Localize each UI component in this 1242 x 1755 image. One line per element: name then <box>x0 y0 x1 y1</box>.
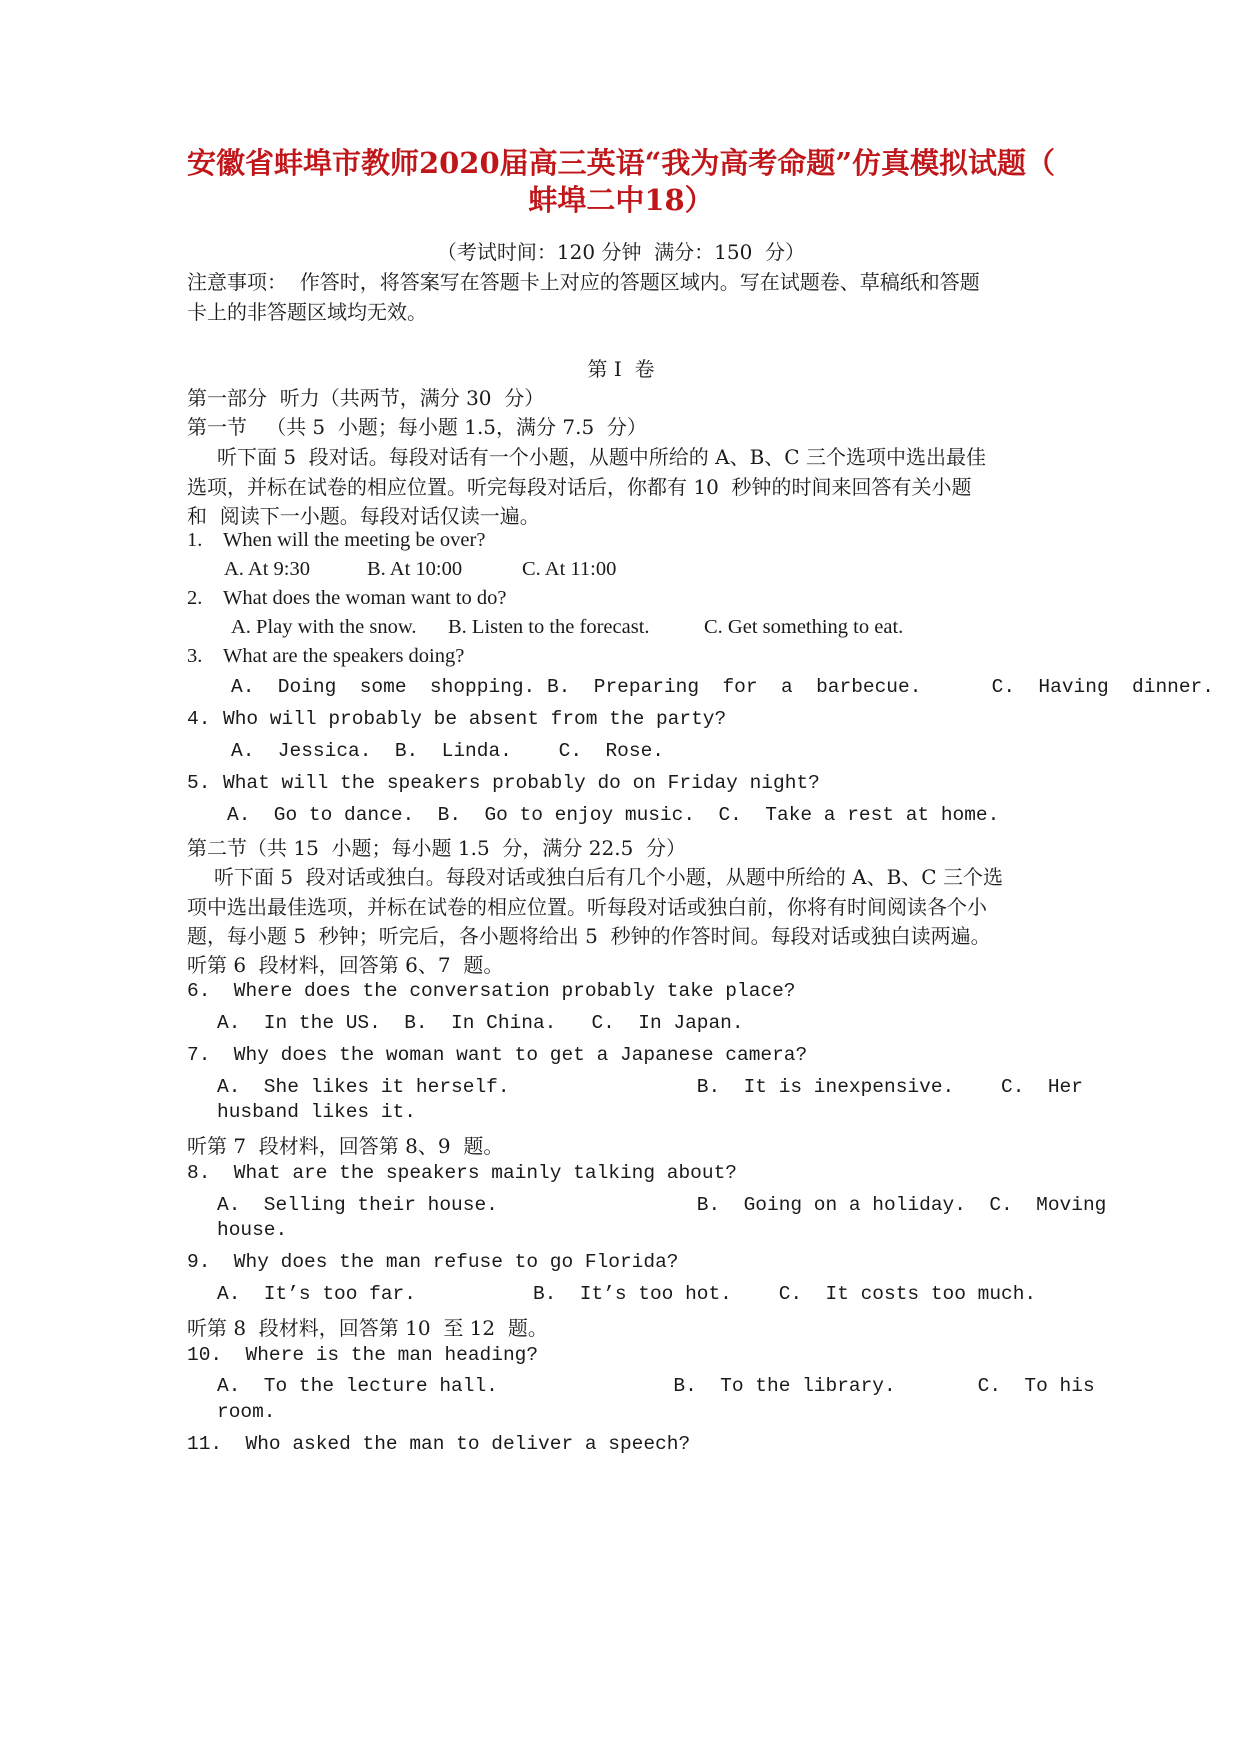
question-2-text: What does the woman want to do? <box>223 587 507 609</box>
title-line-2: 蚌埠二中18） <box>528 183 714 217</box>
question-5-number: 5. <box>187 772 211 794</box>
section1-heading: 第一节 （共 5 小题；每小题 1.5，满分 7.5 分） <box>187 415 647 439</box>
section2-instructions-3: 题，每小题 5 秒钟；听完后，各小题将给出 5 秒钟的作答时间。每段对话或独白读两遍。 <box>187 924 991 948</box>
question-1-text: When will the meeting be over? <box>223 529 486 551</box>
question-2-option-a: A. Play with the snow. <box>231 616 417 638</box>
material-6-heading: 听第 6 段材料，回答第 6、7 题。 <box>187 953 504 977</box>
section1-instructions-2: 选项，并标在试卷的相应位置。听完每段对话后，你都有 10 秒钟的时间来回答有关小题 <box>187 475 972 499</box>
material-8-heading: 听第 8 段材料，回答第 10 至 12 题。 <box>187 1316 548 1340</box>
question-9-text: 9. Why does the man refuse to go Florida? <box>187 1251 679 1273</box>
section2-heading: 第二节（共 15 小题；每小题 1.5 分，满分 22.5 分） <box>187 836 687 860</box>
question-4-text: Who will probably be absent from the party? <box>223 708 727 730</box>
question-6-options: A. In the US. B. In China. C. In Japan. <box>217 1012 744 1034</box>
question-1-option-a: A. At 9:30 <box>224 558 310 580</box>
question-7-options-line-1: A. She likes it herself. B. It is inexpensive. C. Her <box>217 1076 1083 1098</box>
question-2-number: 2. <box>187 587 203 609</box>
question-1-option-b: B. At 10:00 <box>367 558 463 580</box>
section1-instructions-1: 听下面 5 段对话。每段对话有一个小题，从题中所给的 A、B、C 三个选项中选出最佳 <box>217 445 986 469</box>
question-8-options-line-1: A. Selling their house. B. Going on a holiday. C. Moving <box>217 1194 1107 1216</box>
section1-instructions-3: 和 阅读下一小题。每段对话仅读一遍。 <box>187 504 540 528</box>
question-3-text: What are the speakers doing? <box>223 645 465 667</box>
question-7-options-line-2: husband likes it. <box>217 1101 416 1123</box>
question-4-number: 4. <box>187 708 211 730</box>
volume-heading: 第 I 卷 <box>587 357 655 381</box>
notice-line-1: 注意事项： 作答时，将答案写在答题卡上对应的答题区域内。写在试题卷、草稿纸和答题 <box>187 270 980 294</box>
question-3-options: A. Doing some shopping. B. Preparing for a barbecue. C. Having dinner. <box>231 676 1214 698</box>
question-7-text: 7. Why does the woman want to get a Japanese camera? <box>187 1044 808 1066</box>
question-6-text: 6. Where does the conversation probably take place? <box>187 980 796 1002</box>
question-10-text: 10. Where is the man heading? <box>187 1344 539 1366</box>
question-1-option-c: C. At 11:00 <box>522 558 617 580</box>
question-5-text: What will the speakers probably do on Friday night? <box>223 772 820 794</box>
question-1-number: 1. <box>187 529 203 551</box>
question-9-options: A. It’s too far. B. It’s too hot. C. It costs too much. <box>217 1283 1037 1305</box>
question-2-option-b: B. Listen to the forecast. <box>448 616 650 638</box>
section2-instructions-2: 项中选出最佳选项，并标在试卷的相应位置。听每段对话或独白前，你将有时间阅读各个小 <box>187 895 987 919</box>
question-2-option-c: C. Get something to eat. <box>704 616 904 638</box>
material-7-heading: 听第 7 段材料，回答第 8、9 题。 <box>187 1134 504 1158</box>
question-11-text: 11. Who asked the man to deliver a speech? <box>187 1433 691 1455</box>
question-10-options-line-1: A. To the lecture hall. B. To the library. C. To his <box>217 1375 1095 1397</box>
question-3-number: 3. <box>187 645 203 667</box>
question-8-options-line-2: house. <box>217 1219 288 1241</box>
question-10-options-line-2: room. <box>217 1401 276 1423</box>
part1-heading: 第一部分 听力（共两节，满分 30 分） <box>187 386 545 410</box>
question-8-text: 8. What are the speakers mainly talking about? <box>187 1162 737 1184</box>
notice-line-2: 卡上的非答题区域均无效。 <box>187 300 427 324</box>
title-line-1: 安徽省蚌埠市教师2020届高三英语“我为高考命题”仿真模拟试题（ <box>186 146 1056 180</box>
exam-time: （考试时间：120 分钟 满分：150 分） <box>436 240 806 264</box>
question-5-options: A. Go to dance. B. Go to enjoy music. C. Take a rest at home. <box>227 804 1000 826</box>
question-4-options: A. Jessica. B. Linda. C. Rose. <box>231 740 664 762</box>
section2-instructions-1: 听下面 5 段对话或独白。每段对话或独白后有几个小题，从题中所给的 A、B、C 三个选 <box>214 865 1003 889</box>
